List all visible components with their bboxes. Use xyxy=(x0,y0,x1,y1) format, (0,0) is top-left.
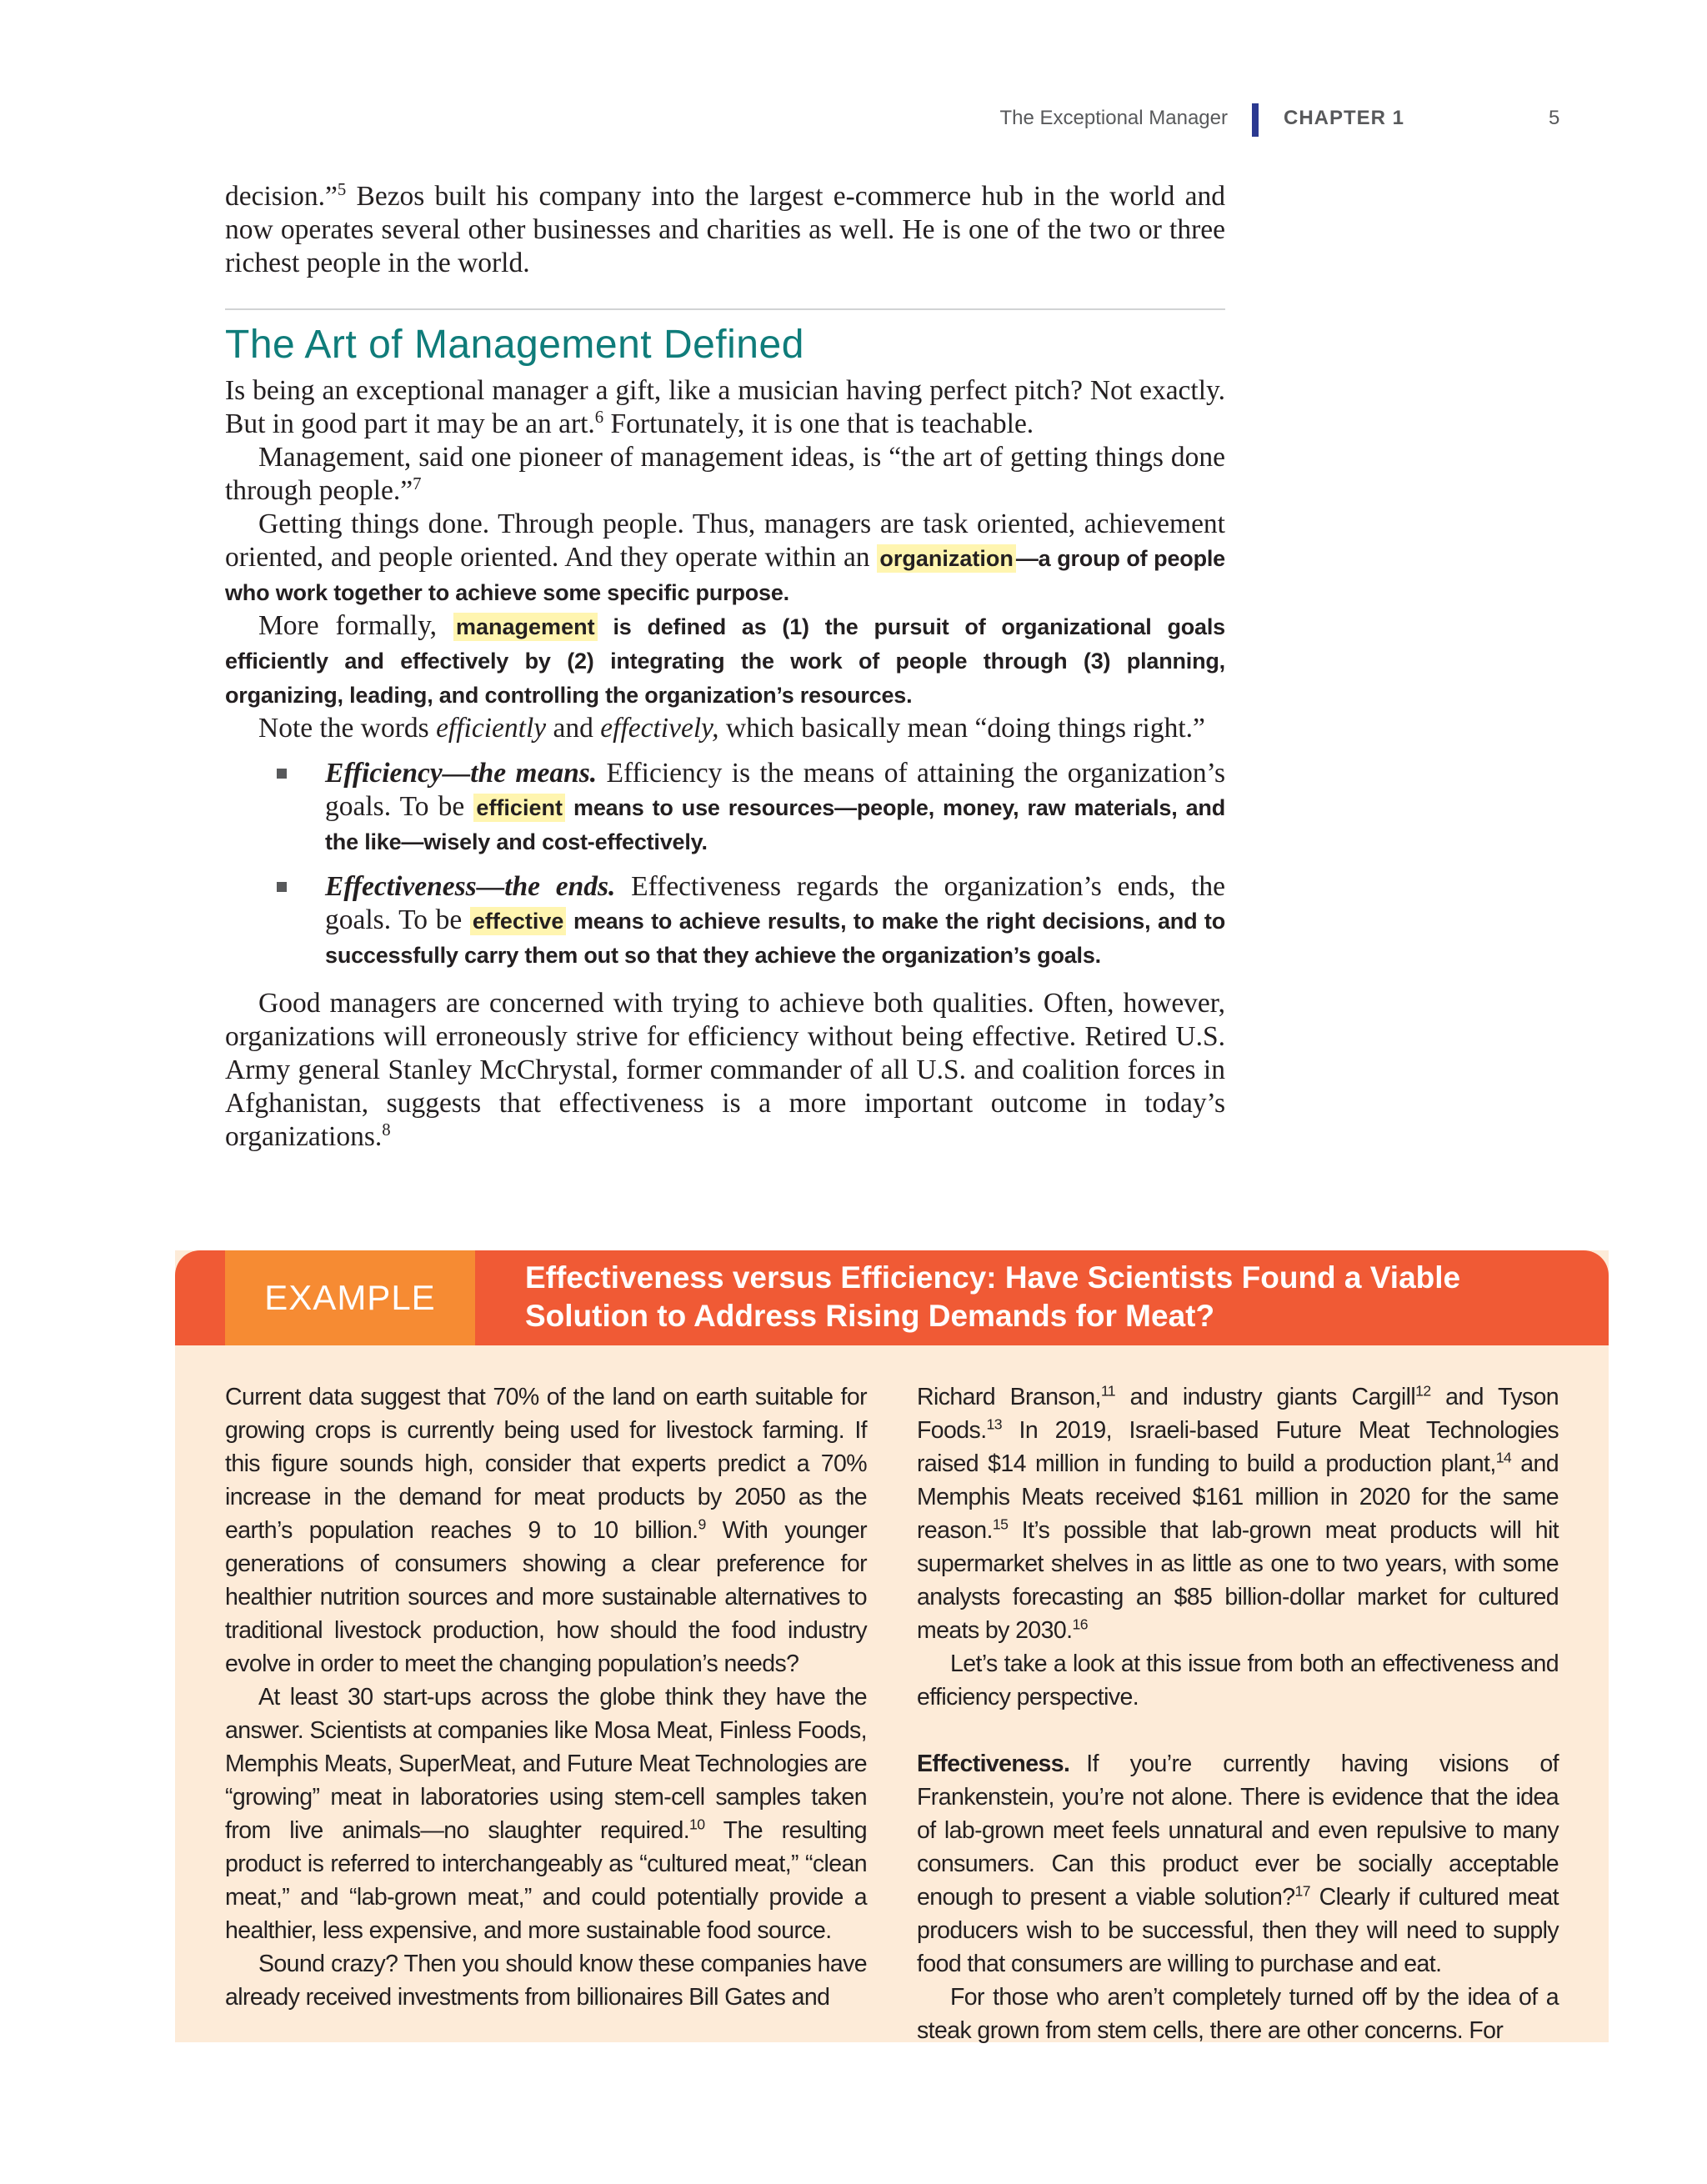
bullet-lead: Efficiency—the means. xyxy=(325,758,598,789)
footnote-ref[interactable]: 12 xyxy=(1415,1382,1431,1400)
footnote-ref[interactable]: 14 xyxy=(1495,1449,1512,1466)
example-paragraph xyxy=(917,1747,1559,1981)
section-heading: The Art of Management Defined xyxy=(225,323,804,367)
paragraph xyxy=(225,712,1225,745)
footnote-ref[interactable]: 17 xyxy=(1294,1882,1310,1900)
example-paragraph xyxy=(917,1380,1559,1647)
example-paragraph: Let’s take a look at this issue from both an effectiveness and efficiency perspective. xyxy=(917,1651,1559,1711)
footnote-ref[interactable]: 15 xyxy=(992,1515,1009,1533)
footnote-ref[interactable]: 11 xyxy=(1100,1382,1115,1400)
text-run: With younger generations of consumers showing a clear preference for healthier nutrition sources and more sustainable alternatives to traditional livestock production, how should the food industry evolve in order to meet the changing population’s needs? xyxy=(225,1517,868,1677)
footnote-ref[interactable]: 8 xyxy=(382,1120,391,1140)
text-run: Is being an exceptional manager a gift, like a musician having perfect pitch? Not exactly. But in good part it may be an art. xyxy=(225,375,1225,439)
text-run: It’s possible that lab-grown meat products will hit supermarket shelves in as little as one to two years, with some analysts forecasting an $85 billion-dollar market for cultured meats by 2030. xyxy=(917,1517,1559,1644)
example-paragraph xyxy=(225,1681,867,1947)
definition-text: means to use resources—people, money, raw materials, and the like—wisely and cost-effectively. xyxy=(325,795,1225,854)
definition-text: —a group of people who work together to achieve some specific purpose. xyxy=(225,546,1225,605)
text-run: Note the words xyxy=(258,713,437,744)
text-run: Good managers are concerned with trying to achieve both qualities. Often, however, organizations will erroneously strive for efficiency without being effective. Retired U.S. Army general Stanley McChrystal, former commander of all U.S. and coalition forces in Afghanistan, suggests that effectiveness is a more important outcome in today’s organizations. xyxy=(225,988,1225,1152)
text-run: Richard Branson, xyxy=(917,1384,1101,1410)
example-paragraph: Sound crazy? Then you should know these companies have already received investments from billionaires Bill Gates and xyxy=(225,1951,867,2011)
paragraph xyxy=(225,441,1225,508)
key-term-effective[interactable]: effective xyxy=(470,907,567,935)
text-run: and Tyson Foods. xyxy=(917,1384,1559,1444)
key-term-efficient[interactable]: efficient xyxy=(473,794,565,822)
text-run: which basically mean “doing things right.” xyxy=(718,713,1205,744)
definition-text: means to achieve results, to make the right decisions, and to successfully carry them out so that they achieve the organization’s goals. xyxy=(325,909,1225,968)
intro-paragraph xyxy=(225,180,1225,280)
example-left-column xyxy=(225,1380,867,2014)
example-subheading: Effectiveness. xyxy=(917,1751,1070,1777)
header-divider xyxy=(1252,103,1259,137)
footnote-ref[interactable]: 6 xyxy=(594,407,604,427)
example-box xyxy=(175,1250,1609,2042)
paragraph xyxy=(225,508,1225,609)
key-term-management[interactable]: management xyxy=(453,613,598,641)
italic-term: efficiently xyxy=(436,713,547,744)
bullet-item xyxy=(225,757,1225,859)
footnote-ref[interactable]: 16 xyxy=(1072,1615,1088,1633)
footnote-ref[interactable]: 13 xyxy=(986,1415,1002,1433)
text-run: In 2019, Israeli-based Future Meat Technologies raised $14 million in funding to build a production plant, xyxy=(917,1417,1559,1477)
text-run: Efficiency is the means of attaining the organization’s goals. To be xyxy=(325,758,1225,822)
chapter-label: CHAPTER 1 xyxy=(1284,107,1405,129)
text-run: More formally, xyxy=(258,610,454,641)
definition-text: is defined as (1) the pursuit of organizational goals efficiently and effectively by (2) integrating the work of people through (3) planning, organizing, leading, and controlling the organization’s resources. xyxy=(225,614,1225,708)
paragraph xyxy=(225,987,1225,1154)
text-run: If you’re currently having visions of Frankenstein, you’re not alone. There is evidence that the idea of lab-grown meet feels unnatural and even repulsive to many consumers. Can this product ever be socially acceptable enough to present a viable solution? xyxy=(917,1751,1559,1911)
text-run: The resulting product is referred to interchangeably as “cultured meat,” “clean meat,” and “lab-grown meat,” and could potentially provide a healthier, less expensive, and more sustainable food source. xyxy=(225,1817,867,1944)
bullet-item xyxy=(225,870,1225,972)
example-title: Effectiveness versus Efficiency: Have Scientists Found a Viable Solution to Address Rising Demands for Meat? xyxy=(525,1260,1461,1333)
example-tag: EXAMPLE xyxy=(225,1250,475,1345)
footnote-ref[interactable]: 9 xyxy=(698,1515,706,1533)
bullet-lead: Effectiveness—the ends. xyxy=(325,871,616,902)
example-paragraph xyxy=(225,1380,867,1681)
text-run: and Memphis Meats received $161 million in 2020 for the same reason. xyxy=(917,1450,1559,1544)
text-run: Getting things done. Through people. Thus, managers are task oriented, achievement oriented, and people oriented. And they operate within an xyxy=(225,508,1225,573)
main-text xyxy=(225,180,1225,1154)
text-run: and xyxy=(546,713,601,744)
bullet-text xyxy=(325,870,1225,972)
paragraph xyxy=(225,374,1225,441)
paragraph xyxy=(225,609,1225,712)
bullet-text xyxy=(325,757,1225,859)
section-divider xyxy=(225,308,1225,310)
text-run: At least 30 start-ups across the globe think they have the answer. Scientists at companies like Mosa Meat, Finless Foods, Memphis Meats, SuperMeat, and Future Meat Technologies are “growing” meat in laboratories using stem-cell samples taken from live animals—no slaughter required. xyxy=(225,1684,867,1844)
footnote-ref[interactable]: 5 xyxy=(337,179,347,199)
text-run: Bezos built his company into the largest e-commerce hub in the world and now operates several other businesses and charities as well. He is one of the two or three richest people in the world. xyxy=(225,181,1225,278)
paragraph-gap xyxy=(917,1714,1559,1747)
text-run: Clearly if cultured meat producers wish to be successful, then they will need to supply food that consumers are willing to purchase and eat. xyxy=(917,1884,1559,1977)
running-title: The Exceptional Manager xyxy=(999,107,1228,129)
text-run: Effectiveness regards the organization’s ends, the goals. To be xyxy=(325,871,1226,935)
example-paragraph: For those who aren’t completely turned off by the idea of a steak grown from stem cells, there are other concerns. For xyxy=(917,1984,1559,2044)
text-run: Current data suggest that 70% of the land on earth suitable for growing crops is currently being used for livestock farming. If this figure sounds high, consider that experts predict a 70% increase in the demand for meat products by 2050 as the earth’s population reaches 9 to 10 billion. xyxy=(225,1384,867,1544)
text-run: Management, said one pioneer of management ideas, is “the art of getting things done through people.” xyxy=(225,442,1225,506)
text-run: Fortunately, it is one that is teachable. xyxy=(603,408,1034,439)
bullet-square-icon xyxy=(277,769,287,779)
text-run: decision.” xyxy=(225,181,338,212)
key-term-organization[interactable]: organization xyxy=(877,544,1016,573)
footnote-ref[interactable]: 7 xyxy=(413,473,422,493)
footnote-ref[interactable]: 10 xyxy=(689,1816,705,1833)
page-number: 5 xyxy=(1549,107,1560,129)
italic-term: effectively, xyxy=(600,713,719,744)
text-run: and industry giants Cargill xyxy=(1115,1384,1416,1410)
example-right-column xyxy=(917,1380,1559,2047)
bullet-square-icon xyxy=(277,882,287,892)
running-header xyxy=(0,103,1707,137)
